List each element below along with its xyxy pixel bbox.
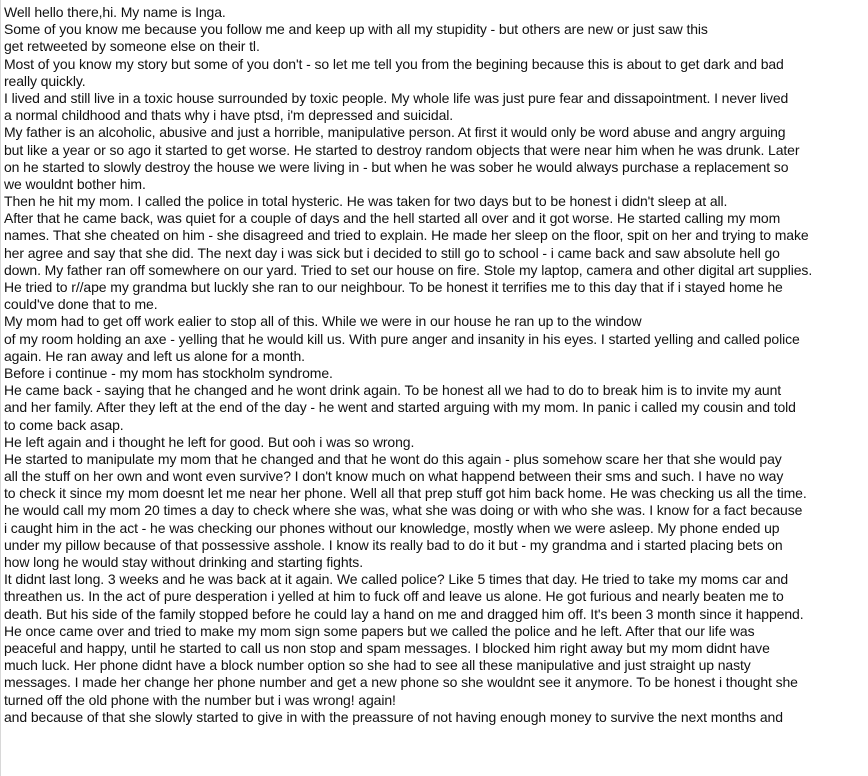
text-line: her agree and say that she did. The next day i was sick but i decided to still go to school - i came back and saw absolute hell go [4, 244, 780, 261]
text-line: how long he would stay without drinking and starting fights. [4, 554, 363, 570]
text-line: He once came over and tried to make my mom sign some papers but we called the police and he left. After that our life was [4, 622, 755, 639]
text-line: Before i continue - my mom has stockholm syndrome. [4, 364, 333, 381]
text-line: My mom had to get off work ealier to stop all of this. While we were in our house he ran up to the window [4, 313, 642, 330]
left-border [0, 0, 1, 776]
text-line: He tried to r//ape my grandma but luckly she ran to our neighbour. To be honest it terrifies me to this day that if i stayed home he [4, 279, 783, 295]
text-line: really quickly. [4, 72, 86, 89]
text-line: death. But his side of the family stopped before he could lay a hand on me and dragged him off. It's been 3 month since it happend. [4, 605, 804, 622]
text-line: messages. I made her change her phone number and get a new phone so she wouldnt see it anymore. To be honest i thought she [4, 674, 798, 691]
text-line: Then he hit my mom. I called the police in total hysteric. He was taken for two days but to be honest i didn't sleep at all. [4, 193, 728, 210]
text-line: He started to manipulate my mom that he changed and that he wont do this again - plus somehow scare her that she would pay [4, 450, 782, 467]
text-line: i caught him in the act - he was checking our phones without our knowledge, mostly when we were asleep. My phone ended up [4, 519, 780, 536]
text-line: to check it since my mom doesnt let me near her phone. Well all that prep stuff got him back home. He was checking us all the time. [4, 485, 807, 502]
text-line: to come back asap. [4, 416, 124, 433]
text-line: he would call my mom 20 times a day to check where she was, what she was doing or with who she was. I know for a fact because [4, 502, 803, 519]
text-line: down. My father ran off somewhere on our yard. Tried to set our house on fire. Stole my laptop, camera and other digital art supplies. [4, 261, 813, 278]
text-line: and because of that she slowly started to give in with the preassure of not having enough money to survive the next months and [4, 708, 783, 725]
text-line: all the stuff on her own and wont even survive? I don't know much on what happend between their sms and such. I have no way [4, 468, 784, 485]
text-line: He came back - saying that he changed and he wont drink again. To be honest all we had to do to break him is to invite my aunt [4, 382, 782, 399]
text-line: of my room holding an axe - yelling that he would kill us. With pure anger and insanity in his eyes. I started yelling and called police [4, 330, 800, 347]
text-line: threathen us. In the act of pure desperation i yelled at him to fuck off and leave us alone. He got furious and nearly beaten me to [4, 588, 784, 605]
screenshot-text-document [4, 4, 866, 774]
text-line: and her family. After they left at the end of the day - he went and started arguing with my mom. In panic i called my cousin and told [4, 399, 796, 416]
text-line: I lived and still live in a toxic house surrounded by toxic people. My whole life was just pure fear and dissapointment. I never lived [4, 89, 789, 106]
text-line: a normal childhood and thats why i have ptsd, i'm depressed and suicidal. [4, 107, 454, 124]
text-line: much luck. Her phone didnt have a block number option so she had to see all these manipulative and just straight up nasty [4, 657, 751, 674]
text-line: He left again and i thought he left for good. But ooh i was so wrong. [4, 433, 415, 450]
text-line: get retweeted by someone else on their tl. [4, 38, 260, 55]
text-line: but like a year or so ago it started to get worse. He started to destroy random objects that were near him when he was drunk. Later [4, 141, 800, 158]
text-line: on he started to slowly destroy the house we were living in - but when he was sober he would always purchase a replacement so [4, 158, 789, 175]
text-line: Well hello there,hi. My name is Inga. [4, 4, 226, 20]
text-line: turned off the old phone with the number but i was wrong! again! [4, 691, 396, 708]
text-line: After that he came back, was quiet for a couple of days and the hell started all over and it got worse. He started calling my mom [4, 210, 781, 227]
text-line: again. He ran away and left us alone for a month. [4, 347, 305, 364]
text-line: we wouldnt bother him. [4, 175, 146, 192]
text-line: under my pillow because of that possessive asshole. I know its really bad to do it but - my grandma and i started placing bets on [4, 536, 783, 553]
text-line: names. That she cheated on him - she disagreed and tried to explain. He made her sleep on the floor, spit on her and trying to make [4, 227, 809, 244]
text-line: My father is an alcoholic, abusive and just a horrible, manipulative person. At first it would only be word abuse and angry arguing [4, 124, 786, 141]
text-line: could've done that to me. [4, 296, 158, 313]
text-line: peaceful and happy, until he started to call us non stop and spam messages. I blocked him right away but my mom didnt have [4, 639, 770, 656]
text-line: Some of you know me because you follow me and keep up with all my stupidity - but others are new or just saw this [4, 21, 708, 38]
text-line: Most of you know my story but some of you don't - so let me tell you from the begining because this is about to get dark and bad [4, 55, 784, 72]
text-line: It didnt last long. 3 weeks and he was back at it again. We called police? Like 5 times that day. He tried to take my moms car and [4, 571, 789, 588]
